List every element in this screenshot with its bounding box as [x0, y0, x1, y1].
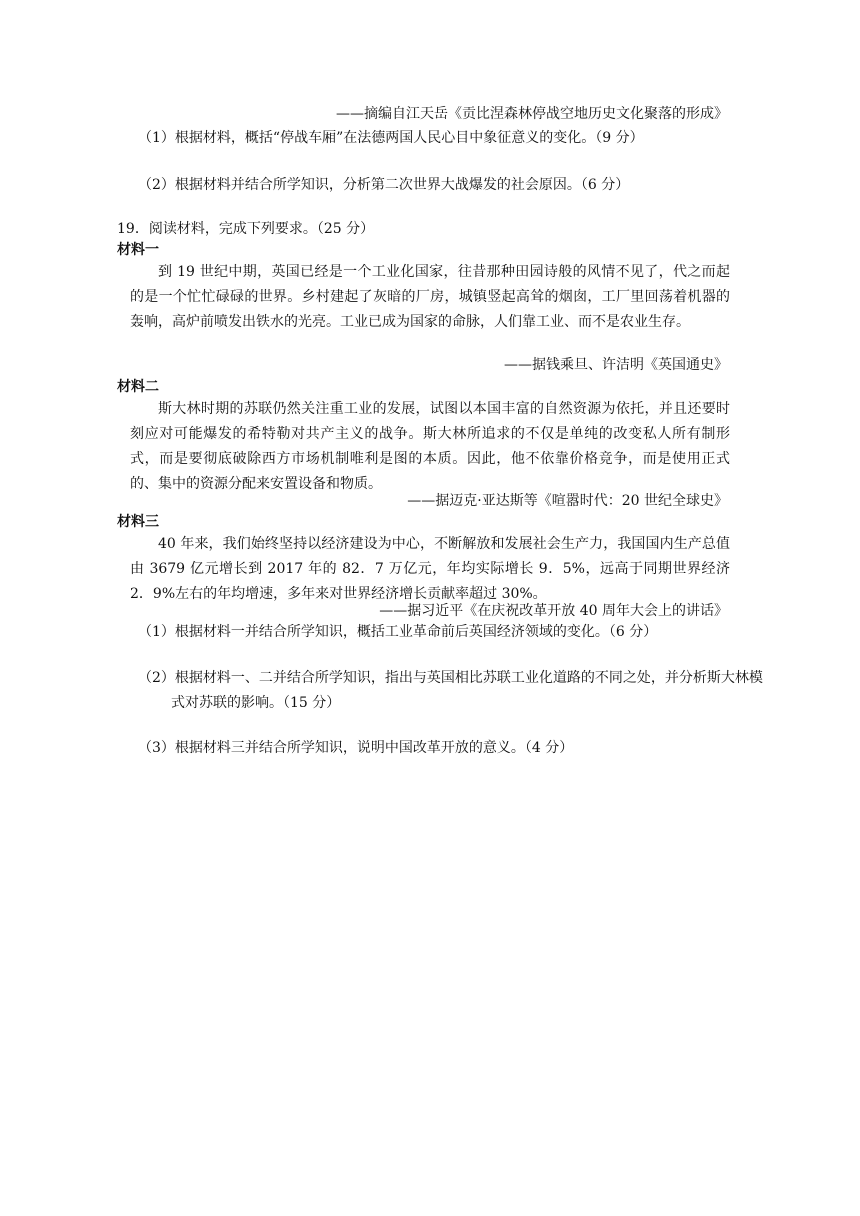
q18-subquestion-1: （1）根据材料，概括“停战车厢”在法德两国人民心目中象征意义的变化。（9 分） — [138, 130, 644, 146]
material-3-source: ——据习近平《在庆祝改革开放 40 周年大会上的讲话》 — [379, 603, 728, 619]
q18-subquestion-2: （2）根据材料并结合所学知识，分析第二次世界大战爆发的社会原因。（6 分） — [138, 177, 630, 193]
material-2-text: 斯大林时期的苏联仍然关注重工业的发展，试图以本国丰富的自然资源为依托，并且还要时刻应对可能爆发的希特勒对共产主义的战争。斯大林所追求的不仅是单纯的改变私人所有制形式，而是要彻底破除西方市场机制唯利是图的本质。因此，他不依靠价格竞争，而是使用正式的、集中的资源分配来安置设备和物质。 — [130, 401, 730, 492]
material-2-source: ——据迈克·亚达斯等《喧嚣时代：20 世纪全球史》 — [407, 493, 728, 509]
material-1-heading: 材料一 — [117, 242, 159, 258]
material-2-heading: 材料二 — [117, 379, 159, 395]
material-1-text: 到 19 世纪中期，英国已经是一个工业化国家，往昔那种田园诗般的风情不见了，代之而起的是一个忙忙碌碌的世界。乡村建起了灰暗的厂房，城镇竖起高耸的烟囱，工厂里回荡着机器的轰响，高炉前喷发出铁水的光亮。工业已成为国家的命脉，人们靠工业、而不是农业生存。 — [130, 264, 730, 330]
q19-subquestion-1: （1）根据材料一并结合所学知识，概括工业革命前后英国经济领域的变化。（6 分） — [138, 624, 658, 640]
q19-subquestion-2: （2）根据材料一、二并结合所学知识，指出与英国相比苏联工业化道路的不同之处，并分析斯大林模式对苏联的影响。（15 分） — [138, 670, 763, 711]
q19-subquestion-3: （3）根据材料三并结合所学知识，说明中国改革开放的意义。（4 分） — [138, 740, 574, 756]
q19-title: 19．阅读材料，完成下列要求。（25 分） — [117, 221, 375, 237]
material-3-heading: 材料三 — [117, 514, 159, 530]
material-1-source: ——据钱乘旦、许洁明《英国通史》 — [504, 357, 728, 373]
material-3-text: 40 年来，我们始终坚持以经济建设为中心，不断解放和发展社会生产力，我国国内生产总值由 3679 亿元增长到 2017 年的 82．7 万亿元，年均实际增长 9．5%，远高于同期世界经济 2．9%左右的年均增速，多年来对世界经济增长贡献率超过 30%。 — [130, 536, 730, 602]
source-citation-prev: ——摘编自江天岳《贡比涅森林停战空地历史文化聚落的形成》 — [336, 106, 728, 122]
